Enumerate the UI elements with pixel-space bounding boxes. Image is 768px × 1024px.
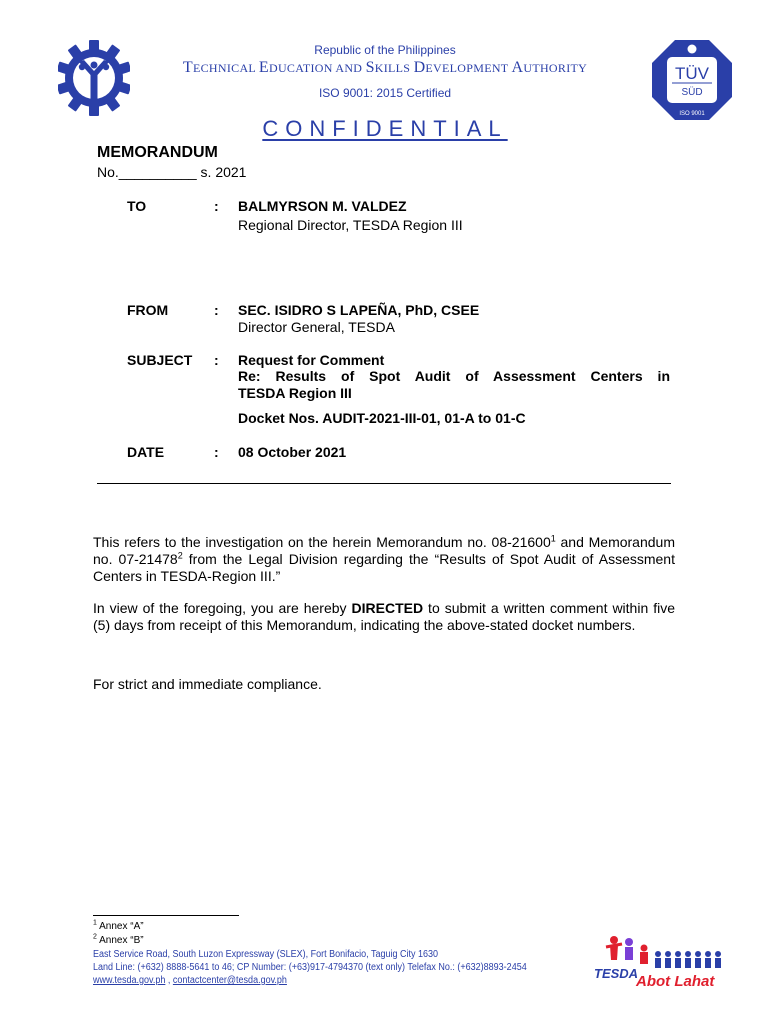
tesda-abot-lahat-logo-icon [592,934,732,990]
to-colon: : [214,198,219,214]
footer-phones: Land Line: (+632) 8888-5641 to 46; CP Number: (+63)917-4794370 (text only) Telefax No.: (+632)8893-2454 [93,962,527,973]
subject-docket: Docket Nos. AUDIT-2021-III-01, 01-A to 01-C [238,410,526,426]
logo-text-abot-lahat: Abot Lahat [636,973,715,990]
agency-word-initial: T [182,59,193,76]
agency-word-rest: EVELOPMENT [425,61,512,75]
to-name: BALMYRSON M. VALDEZ [238,198,407,214]
header-agency-name [150,59,620,77]
agency-word-rest: UTHORITY [523,61,588,75]
email-link[interactable]: contactcenter@tesda.gov.ph [172,975,287,986]
body-paragraph-3: For strict and immediate compliance. [93,676,322,692]
agency-word-initial: E [258,59,269,76]
tuv-line3: ISO 9001 [679,111,705,117]
agency-word-initial: S [365,59,375,76]
tuv-line1: TÜV [675,64,709,83]
footnote-divider [93,915,239,916]
agency-word-rest: KILLS [374,61,414,75]
footer-address: East Service Road, South Luzon Expressway (SLEX), Fort Bonifacio, Taguig City 1630 [93,949,439,960]
logo-text-tesda: TESDA [594,966,639,981]
subject-label: SUBJECT [127,352,193,368]
subject-line1: Request for Comment [238,352,385,368]
confidential-heading: CONFIDENTIAL [262,116,508,141]
header-divider [97,483,671,484]
footnote-2: $^2$ Annex “B” [93,933,144,946]
body-paragraph-2: In view of the foregoing, you are hereby DIRECTED to submit a written comment within five (5) days from receipt of this Memorandum, indicating the above-stated docket numbers. [93,600,675,633]
tesda-gear-logo-icon [58,38,130,116]
agency-word-rest: ECHNICAL [192,61,259,75]
from-label: FROM [127,302,169,318]
date-label: DATE [127,444,165,460]
memo-title: MEMORANDUM [97,144,218,161]
from-title: Director General, TESDA [238,319,395,335]
tuv-line2: SÜD [681,87,703,98]
agency-word-initial: A [511,59,524,76]
footnote-1: $^1$ Annex “A” [93,919,144,932]
tuv-sud-badge-icon [650,38,734,122]
body-paragraph-1: This refers to the investigation on the herein Memorandum no. 08-21600$^1$ and Memorandum no. 07-21478$^2$ from the Legal Division regarding the “Results of Spot Audit of Assessment Centers in TESDA-Region III.” [93,533,675,584]
agency-word-rest: DUCATION AND [268,61,366,75]
to-label: TO [127,198,147,214]
date-colon: : [214,444,219,460]
agency-word-initial: D [413,59,426,76]
from-name: SEC. ISIDRO S LAPEÑA, PhD, CSEE [238,302,480,318]
subject-re: Re: Results of Spot Audit of Assessment Centers in [238,368,670,384]
website-link[interactable]: www.tesda.gov.ph [93,975,166,986]
header-republic: Republic of the Philippines [314,43,456,57]
header-iso-certified: ISO 9001: 2015 Certified [318,86,452,100]
from-colon: : [214,302,219,318]
subject-re-2: TESDA Region III [238,385,352,401]
to-title: Regional Director, TESDA Region III [238,217,463,233]
footer-links: www.tesda.gov.ph , contactcenter@tesda.gov.ph [93,975,287,986]
subject-colon: : [214,352,219,368]
memo-number: No.__________ s. 2021 [97,164,247,180]
date-value: 08 October 2021 [238,444,347,460]
